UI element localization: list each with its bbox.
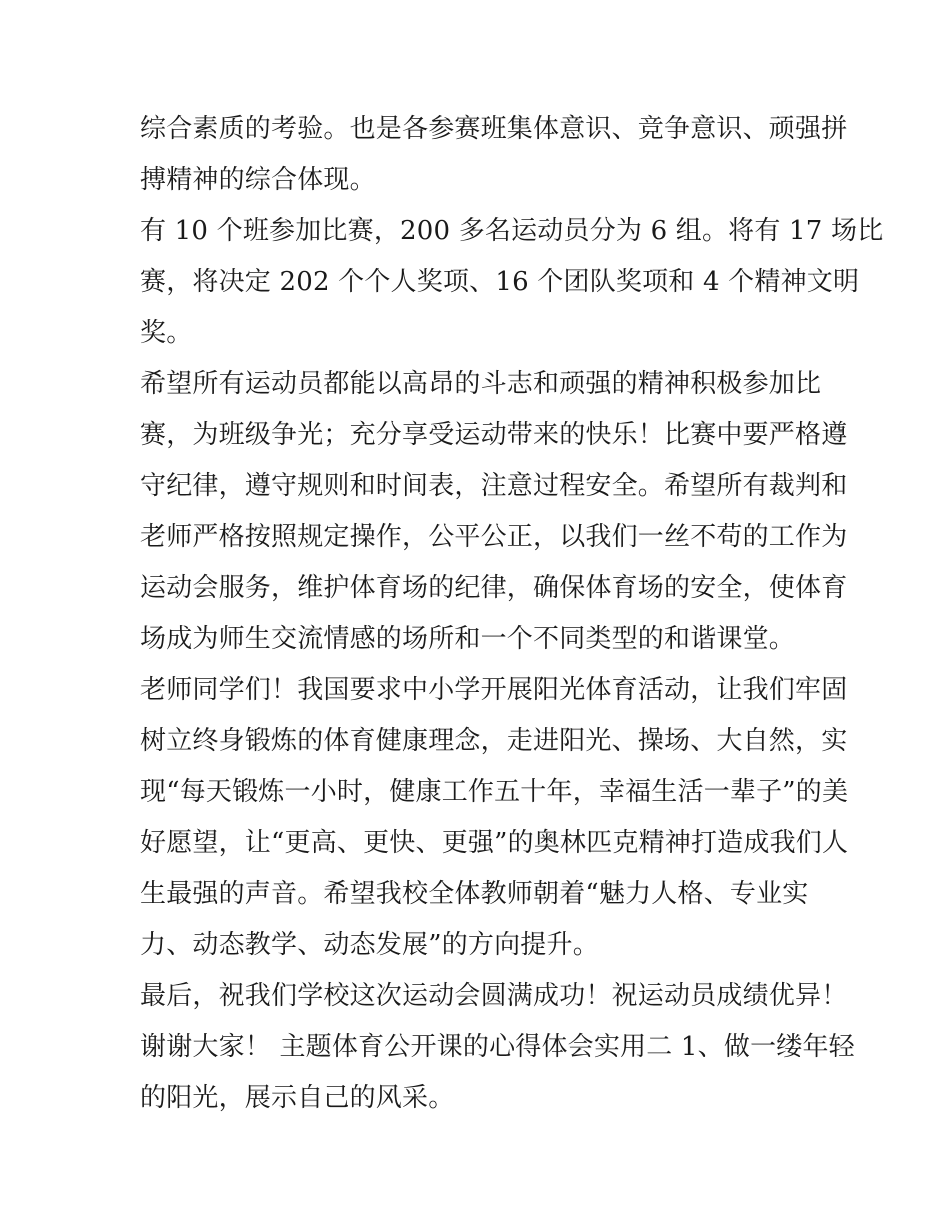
text-line: 赛，将决定 202 个个人奖项、16 个团队奖项和 4 个精神文明 [140, 267, 860, 297]
text-line: 力、动态教学、动态发展”的方向提升。 [140, 930, 599, 960]
text-line: 守纪律，遵守规则和时间表，注意过程安全。希望所有裁判和 [140, 471, 848, 501]
text-line: 希望所有运动员都能以高昂的斗志和顽强的精神积极参加比 [140, 369, 822, 399]
text-line: 场成为师生交流情感的场所和一个不同类型的和谐课堂。 [140, 624, 796, 654]
text-line: 树立终身锻炼的体育健康理念，走进阳光、操场、大自然，实 [140, 726, 848, 756]
text-line: 奖。 [140, 318, 193, 348]
text-line: 老师严格按照规定操作，公平公正，以我们一丝不苟的工作为 [140, 522, 848, 552]
text-line: 谢谢大家！ 主题体育公开课的心得体会实用二 1、做一缕年轻 [140, 1032, 855, 1062]
text-line: 有 10 个班参加比赛，200 多名运动员分为 6 组。将有 17 场比 [140, 216, 884, 246]
text-line: 搏精神的综合体现。 [140, 165, 376, 195]
text-line: 的阳光，展示自己的风采。 [140, 1083, 455, 1113]
text-line: 赛，为班级争光；充分享受运动带来的快乐！比赛中要严格遵 [140, 420, 848, 450]
document-body [140, 104, 884, 1124]
text-line: 运动会服务，维护体育场的纪律，确保体育场的安全，使体育 [140, 573, 848, 603]
text-line: 好愿望，让“更高、更快、更强”的奥林匹克精神打造成我们人 [140, 828, 849, 858]
text-line: 综合素质的考验。也是各参赛班集体意识、竞争意识、顽强拼 [140, 114, 848, 144]
text-line: 老师同学们！我国要求中小学开展阳光体育活动，让我们牢固 [140, 675, 848, 705]
text-line: 最后，祝我们学校这次运动会圆满成功！祝运动员成绩优异！ [140, 981, 848, 1011]
text-line: 现“每天锻炼一小时，健康工作五十年，幸福生活一辈子”的美 [140, 777, 849, 807]
text-line: 生最强的声音。希望我校全体教师朝着“魅力人格、专业实 [140, 879, 809, 909]
